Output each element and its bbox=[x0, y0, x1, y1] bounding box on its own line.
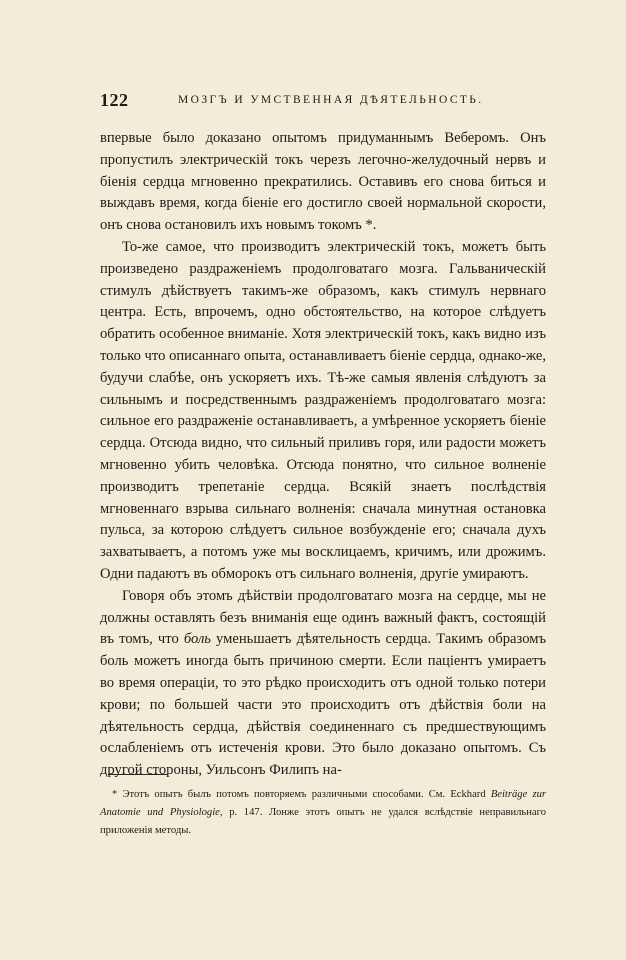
paragraph-3-part-2: уменьшаетъ дѣятельность сердца. Такимъ образомъ боль можетъ иногда быть причиною смерти. Если паціентъ умираетъ во время операціи, то это рѣдко происходитъ отъ одной только потери крови; по большей части это происходитъ отъ дѣйствія боли на дѣятельность сердца, дѣйствія соединеннаго съ предшествующимъ ослабленіемъ отъ истеченія крови. Это было доказано опытомъ. Съ другой стороны, Уильсонъ Филипъ на- bbox=[100, 631, 546, 779]
paragraph-3-part-1: Говоря объ этомъ дѣйствіи продолговатаго мозга на сердце, мы не должны оставлять безъ вниманія еще одинъ важный фактъ, состоящій въ томъ, что bbox=[100, 587, 546, 648]
body-text bbox=[100, 128, 546, 782]
paragraph-2: То-же самое, что производитъ электрическій токъ, можетъ быть произведено раздраженіемъ продолговатаго мозга. Гальваническій стимулъ дѣйствуетъ такимъ-же образомъ, какъ стимулъ нервнаго центра. Есть, впрочемъ, одно обстоятельство, на которое слѣдуетъ обратить особенное вниманіе. Хотя электрическій токъ, какъ видно изъ только что описаннаго опыта, останавливаетъ біеніе сердца, однако-же, будучи слабѣе, онъ ускоряетъ ихъ. Тѣ-же самыя явленія слѣдуютъ за сильнымъ и посредственнымъ раздраженіемъ продолговатаго мозга: сильное его раздраженіе останавливаетъ, а умѣренное ускоряетъ біеніе сердца. Отсюда видно, что сильный приливъ горя, или радости можетъ мгновенно убить человѣка. Отсюда понятно, что сильное волненіе производитъ трепетаніе сердца. Всякій знаетъ послѣдствія мгновеннаго взрыва сильнаго волненія: сначала минутная остановка пульса, за которою слѣдуетъ сильное возбужденіе его; сначала духъ захватываетъ, а потомъ уже мы восклицаемъ, кричимъ, или дрожимъ. Одни падаютъ въ обморокъ отъ сильнаго волненія, другіе умираютъ. bbox=[100, 238, 546, 582]
footnote bbox=[100, 786, 546, 840]
footnote-citation: Beiträge zur Anatomie und Physiologie, bbox=[100, 789, 547, 818]
page-number: 122 bbox=[100, 90, 129, 110]
paragraph-3 bbox=[100, 586, 546, 782]
running-head: МОЗГЪ И УМСТВЕННАЯ ДѢЯТЕЛЬНОСТЬ. bbox=[178, 94, 484, 106]
footnote-rule bbox=[108, 774, 168, 775]
footnote-text-1: * Этотъ опытъ былъ потомъ повторяемъ различными способами. См. Eckhard bbox=[112, 789, 491, 800]
paragraph-1: впервые было доказано опытомъ придуманнымъ Веберомъ. Онъ пропустилъ электрическій токъ черезъ легочно-желудочный нервъ и біенія сердца мгновенно прекратились. Оставивъ его снова биться и выждавъ время, когда біеніе его достигло своей нормальной скорости, онъ снова остановилъ ихъ новымъ токомъ *. bbox=[100, 130, 546, 234]
page-header bbox=[100, 92, 520, 112]
footnote-text-2: p. 147. Лонже этотъ опытъ не удался вслѣдствіе неправильнаго приложенія методы. bbox=[100, 807, 547, 836]
emphasis-word: боль bbox=[183, 631, 211, 648]
